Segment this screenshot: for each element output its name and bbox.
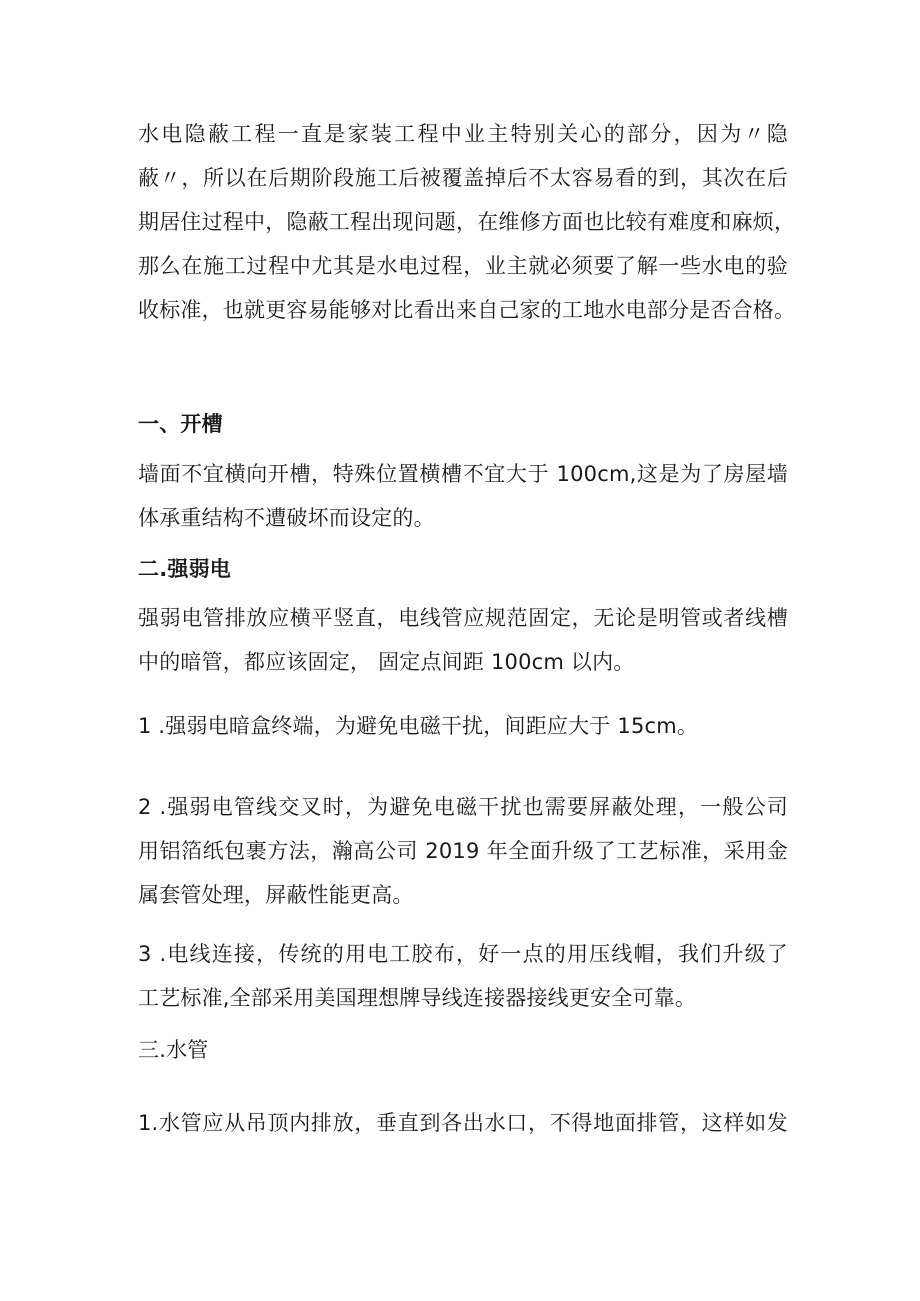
section-2-item-2 [138,785,788,917]
section-2-item-1-line-1: 1 .强弱电暗盒终端，为避免电磁干扰，间距应大于 15cm。 [138,714,699,738]
intro-paragraph [138,112,796,332]
section-1-line-2: 体承重结构不遭破坏而设定的。 [138,506,435,530]
section-3-item-1-line-1: 1.水管应从吊顶内排放，垂直到各出水口，不得地面排管，这样如发 [138,1111,788,1135]
intro-line-4: 那么在施工过程中尤其是水电过程，业主就必须要了解一些水电的验 [138,254,788,278]
section-2-item-2-line-2: 用铝箔纸包裹方法，瀚高公司 2019 年全面升级了工艺标准，采用金 [138,839,788,863]
section-2-line-2: 中的暗管，都应该固定， 固定点间距 100cm 以内。 [138,650,635,674]
intro-line-1: 水电隐蔽工程一直是家装工程中业主特别关心的部分，因为〃隐 [138,122,788,146]
section-1-line-1: 墙面不宜横向开槽，特殊位置横槽不宜大于 100cm,这是为了房屋墙 [138,462,788,486]
intro-line-3: 期居住过程中，隐蔽工程出现问题，在维修方面也比较有难度和麻烦， [138,210,796,234]
section-2-item-3 [138,932,788,1020]
section-1-title: 一、开槽 [138,412,223,436]
section-1-heading [138,402,788,446]
section-2-item-2-line-1: 2 .强弱电管线交叉时，为避免电磁干扰也需要屏蔽处理，一般公司 [138,795,788,819]
section-2-title: 二.强弱电 [138,557,231,581]
section-2-line-1: 强弱电管排放应横平竖直，电线管应规范固定，无论是明管或者线槽 [138,606,788,630]
section-1-paragraph [138,452,788,540]
section-2-item-1 [138,704,788,748]
section-3-heading [138,1028,788,1072]
intro-line-5: 收标准，也就更容易能够对比看出来自己家的工地水电部分是否合格。 [138,298,796,322]
section-2-item-3-line-2: 工艺标准,全部采用美国理想牌导线连接器接线更安全可靠。 [138,986,697,1010]
section-2-item-2-line-3: 属套管处理，屏蔽性能更高。 [138,883,414,907]
section-3-title: 三.水管 [138,1038,209,1062]
section-2-item-3-line-1: 3 .电线连接，传统的用电工胶布，好一点的用压线帽，我们升级了 [138,942,788,966]
section-3-item-1 [138,1101,788,1145]
section-2-paragraph [138,596,788,684]
section-2-heading [138,547,788,591]
intro-line-2: 蔽〃，所以在后期阶段施工后被覆盖掉后不太容易看的到，其次在后 [138,166,788,190]
